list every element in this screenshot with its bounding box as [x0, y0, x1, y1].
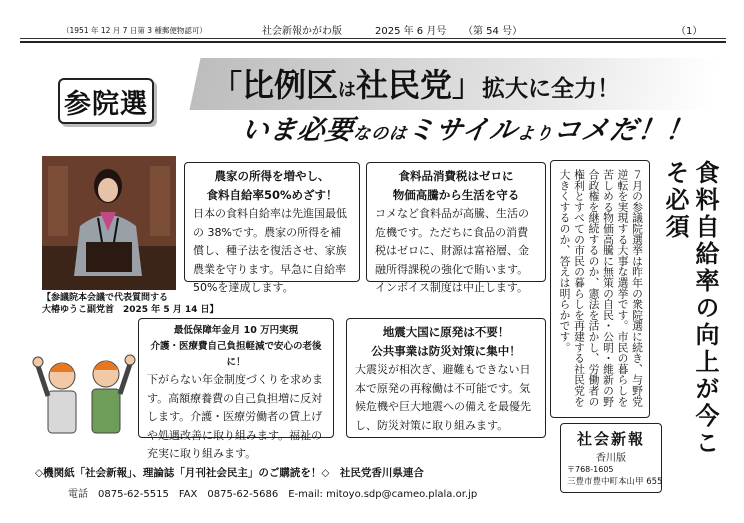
tax-box-body: コメなど食料品が高騰、生活の危機です。ただちに食品の消費税はゼロに、財源は富裕層、金融所得課税の強化で賄います。インボイス制度は中止します。 [375, 207, 529, 294]
nuclear-box-title: 公共事業は防災対策に集中！ [371, 344, 521, 358]
nuclear-box-title: 地震大国に原発は不要！ [382, 325, 510, 339]
sub-headline-part: いま必要 [239, 115, 356, 146]
protesters-icon [32, 336, 138, 446]
election-message-text: ７月の参議院選挙は昨年の衆院選に続き、与野党逆転を実現する大事な選挙です。市民の暮らしを苦しめる物価高騰に無策の自民・公明・維新の野合政権を継続するのか、憲法を活かし、労働者の権利とすべての市民の暮らしを再建する社民党を大きくするのか、答えは明らかです。 [558, 169, 644, 407]
headline-bracket-open: 「 [212, 69, 242, 104]
pension-box-title: 最低保障年金月 10 万円実現 [173, 325, 299, 336]
photo-caption-line: 【参議院本会議で代表質問する [42, 293, 169, 303]
publisher-postal: 〒768-1605 [567, 465, 614, 474]
tax-box-title: 物価高騰から生活を守る [392, 188, 520, 202]
speaker-illustration [42, 156, 176, 290]
nuclear-box [346, 318, 546, 438]
main-headline [212, 60, 620, 106]
subscription-notice: ◇機関紙「社会新報」、理論誌「月刊社会民主」のご購読を！◇ 社民党香川県連合 [35, 467, 424, 479]
photo-caption-line: 大椿ゆうこ副党首 2025 年 5 月 14 日】 [42, 305, 219, 315]
farm-income-box [184, 162, 360, 294]
consumption-tax-box [366, 162, 546, 294]
headline-proportional: 比例区 [242, 66, 339, 104]
sub-headline-part: ミサイル [405, 115, 520, 146]
publisher-name: 社会新報 [576, 430, 645, 448]
farm-box-title: 農家の所得を増やし、 [214, 169, 330, 183]
sub-headline-part: コメだ！！ [551, 115, 696, 146]
publisher-box [560, 423, 662, 493]
page-number: （1） [676, 26, 703, 37]
speaker-photo [42, 156, 176, 290]
paper-name: 社会新報かがわ版 [262, 26, 342, 37]
header-rule-thick [20, 41, 726, 43]
pension-box [138, 318, 334, 460]
sub-headline [239, 108, 697, 147]
publisher-edition: 香川版 [596, 453, 626, 464]
sub-headline-part: より [515, 124, 555, 144]
publisher-address: 三豊市豊中町本山甲 655 [567, 477, 663, 487]
contact-info: 電話 0875-62-5515 FAX 0875-62-5686 E-mail: mitoyo.sdp@cameo.plala.or.jp [68, 489, 478, 500]
election-message-box [550, 160, 650, 418]
vertical-slogan: 食料自給率の向上が今こそ必須 [661, 160, 719, 457]
header-rule [20, 38, 726, 39]
protest-illustration [32, 336, 138, 446]
tax-box-title: 食料品消費税はゼロに [398, 169, 514, 183]
headline-particle: は [338, 80, 357, 101]
farm-box-title: 食料自給率50%めざす！ [206, 188, 338, 202]
headline-bracket-close: 」 [452, 69, 483, 104]
nuclear-box-body: 大震災が相次ぎ、避難もできない日本で原発の再稼働は不可能です。気候危機や巨大地震への備えを最優先し、防災対策に取り組みます。 [355, 363, 531, 432]
pension-box-title: 介護・医療費自己負担軽減で安心の老後に！ [150, 341, 322, 368]
farm-box-body: 日本の食料自給率は先進国最低の 38%です。農家の所得を補償し、種子法を復活させ、家族農業を守ります。早急に自給率 50%を達成します。 [193, 207, 347, 294]
permit-notice: （1951 年 12 月 7 日第 3 種郵便物認可） [62, 26, 207, 35]
headline-party: 社民党 [356, 66, 453, 104]
issue-date: 2025 年 6 月号 [375, 26, 447, 37]
issue-number: （第 54 号） [463, 26, 523, 37]
pension-box-body: 下がらない年金制度づくりを求めます。高額療養費の自己負担増に反対します。介護・医療労働者の賃上げや処遇改善に取り組みます。福祉の充実に取り組みます。 [147, 373, 323, 460]
election-badge: 参院選 [58, 78, 154, 124]
sub-headline-part: なのは [351, 124, 409, 144]
headline-expand: 拡大に全力！ [482, 76, 621, 102]
